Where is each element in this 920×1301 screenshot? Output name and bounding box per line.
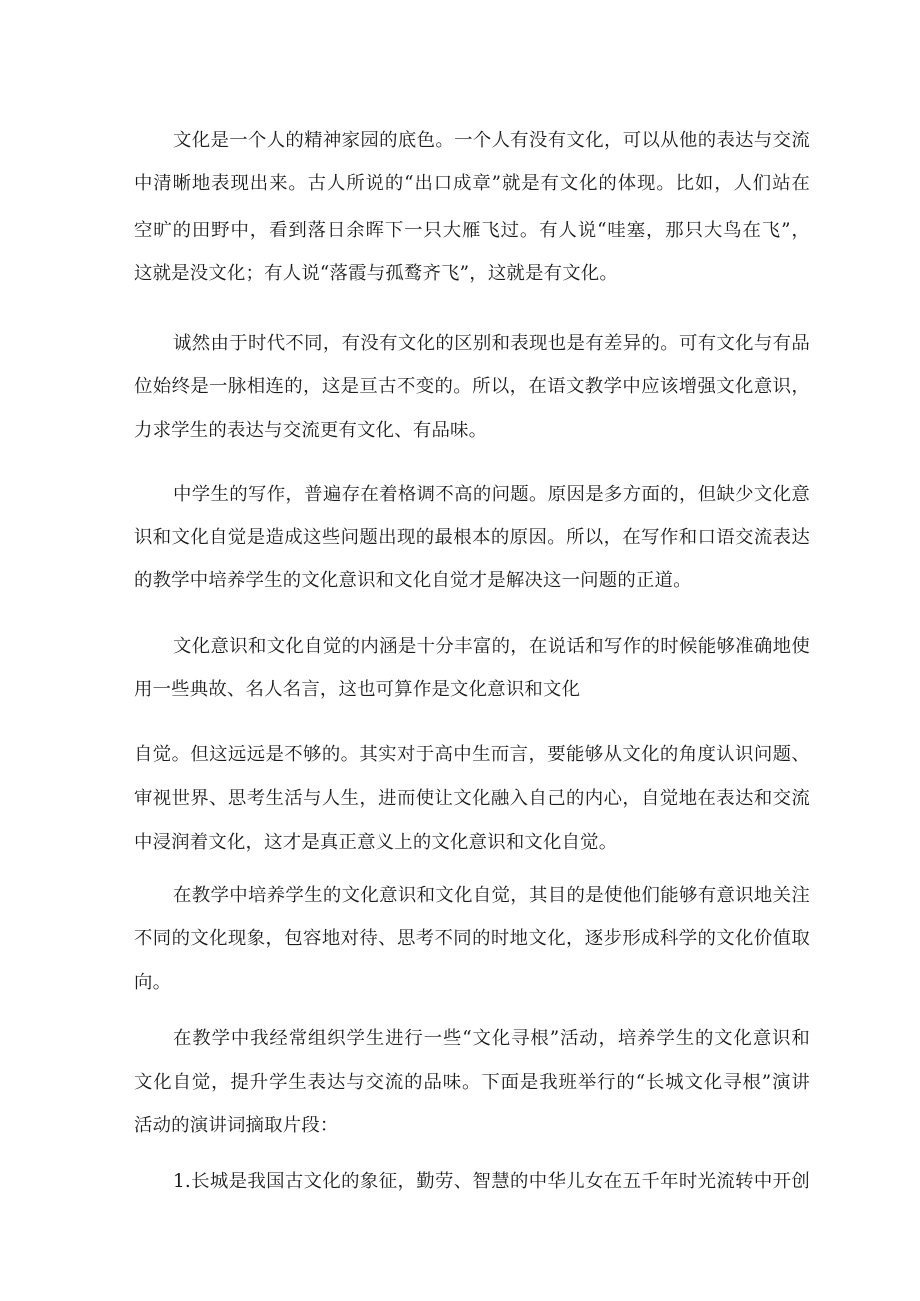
- text-line: 审视世界、思考生活与人生，进而使让文化融入自己的内心，自觉地在表达和交流: [134, 788, 810, 809]
- text-line: 向。: [134, 972, 172, 993]
- text-line: 诚然由于时代不同，有没有文化的区别和表现也是有差异的。可有文化与有品: [173, 333, 810, 354]
- text-line: 活动的演讲词摘取片段：: [134, 1115, 339, 1136]
- text-line: 中学生的写作，普遍存在着格调不高的问题。原因是多方面的，但缺少文化意: [173, 484, 810, 505]
- text-line: 文化自觉，提升学生表达与交流的品味。下面是我班举行的“长城文化寻根”演讲: [134, 1072, 810, 1093]
- text-line: 文化意识和文化自觉的内涵是十分丰富的，在说话和写作的时候能够准确地使: [173, 636, 810, 657]
- text-line: 文化是一个人的精神家园的底色。一个人有没有文化，可以从他的表达与交流: [173, 130, 810, 151]
- text-line: 空旷的田野中，看到落日余晖下一只大雁飞过。有人说“哇塞，那只大鸟在飞”，: [134, 220, 810, 241]
- text-line: 中浸润着文化，这才是真正意义上的文化意识和文化自觉。: [134, 832, 618, 853]
- text-line: 1.长城是我国古文化的象征，勤劳、智慧的中华儿女在五千年时光流转中开创: [173, 1171, 810, 1192]
- text-line: 力求学生的表达与交流更有文化、有品味。: [134, 420, 488, 441]
- text-line: 不同的文化现象，包容地对待、思考不同的时地文化，逐步形成科学的文化价值取: [134, 928, 810, 949]
- text-line: 在教学中我经常组织学生进行一些“文化寻根”活动，培养学生的文化意识和: [173, 1028, 810, 1049]
- text-line: 中清晰地表现出来。古人所说的“出口成章”就是有文化的体现。比如，人们站在: [134, 173, 810, 194]
- text-line: 的教学中培养学生的文化意识和文化自觉才是解决这一问题的正道。: [134, 570, 692, 591]
- text-line: 这就是没文化；有人说“落霞与孤鹜齐飞”，这就是有文化。: [134, 263, 618, 284]
- text-line: 自觉。但这远远是不够的。其实对于高中生而言，要能够从文化的角度认识问题、: [134, 744, 810, 765]
- text-line: 用一些典故、名人名言，这也可算作是文化意识和文化: [134, 679, 581, 700]
- text-line: 位始终是一脉相连的，这是亘古不变的。所以，在语文教学中应该增强文化意识，: [134, 376, 810, 397]
- text-line: 识和文化自觉是造成这些问题出现的最根本的原因。所以，在写作和口语交流表达: [134, 527, 810, 548]
- text-line: 在教学中培养学生的文化意识和文化自觉，其目的是使他们能够有意识地关注: [173, 885, 810, 906]
